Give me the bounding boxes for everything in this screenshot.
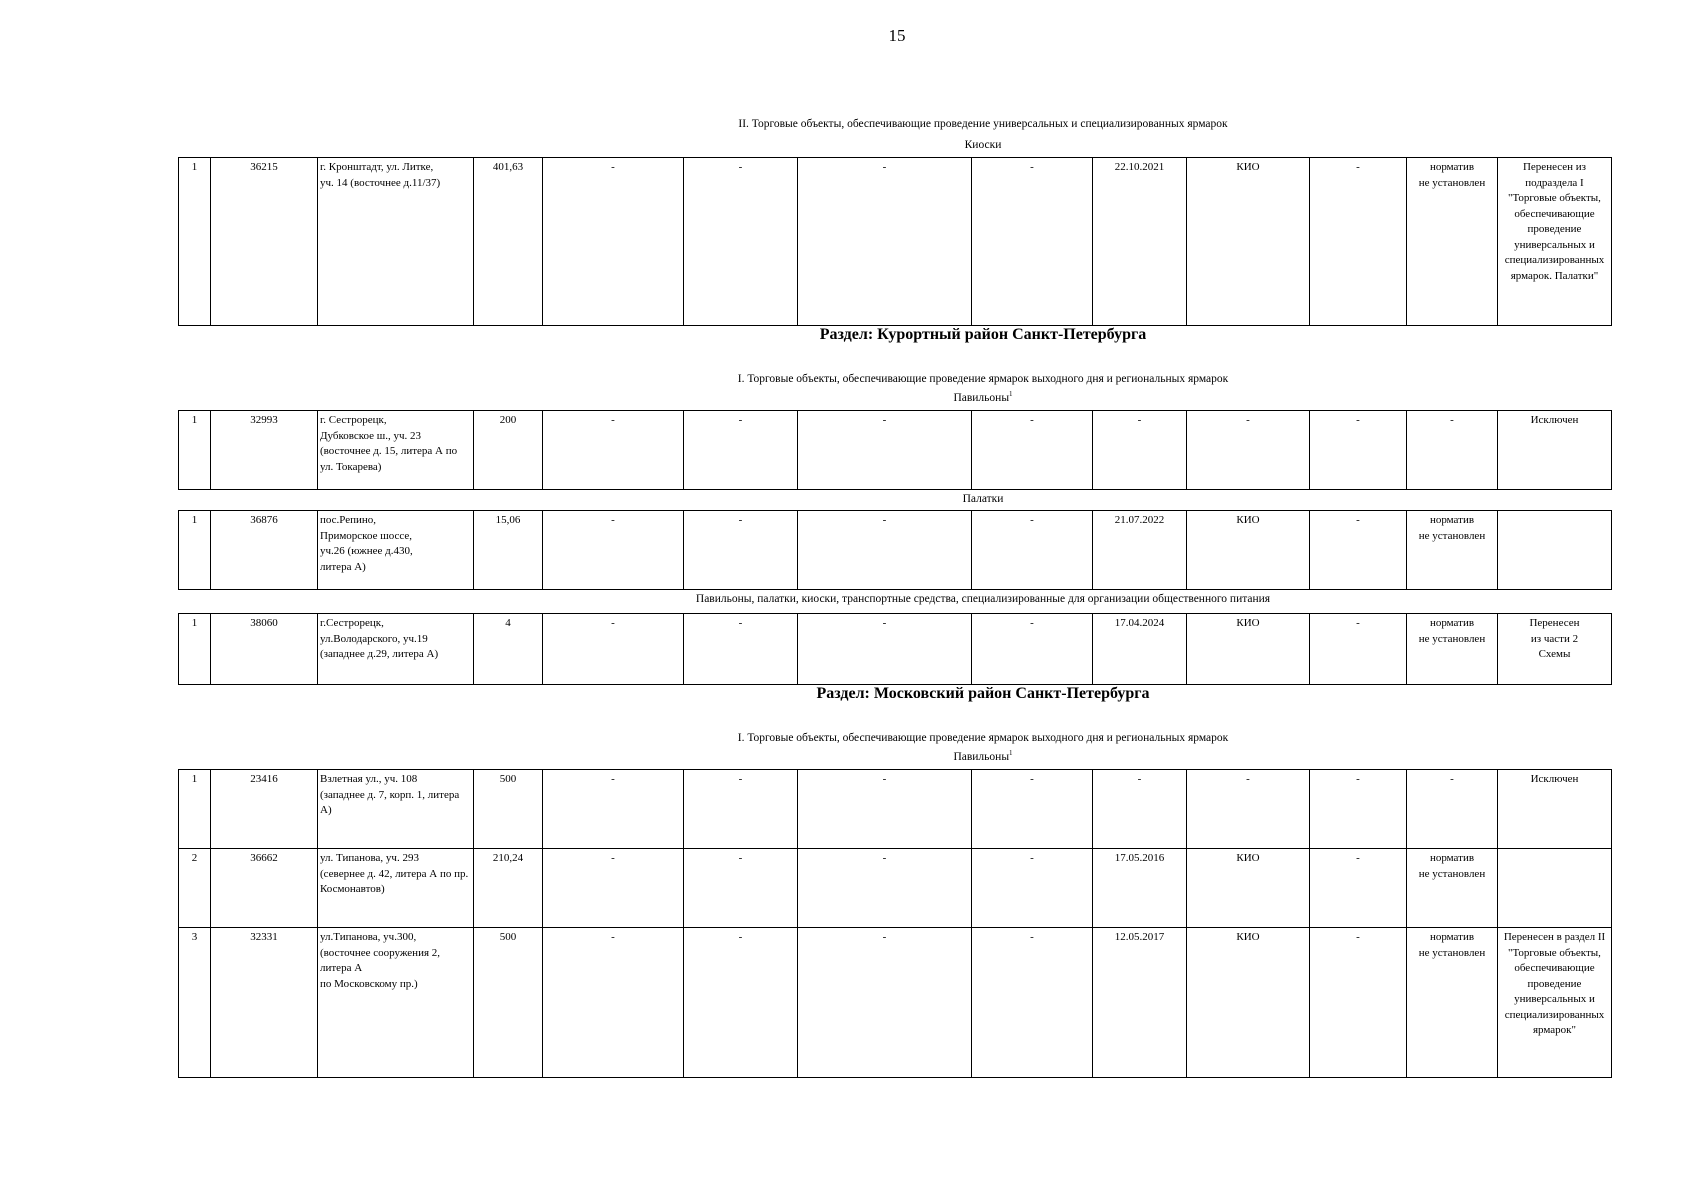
object-area: 500	[474, 928, 543, 1078]
object-org: КИО	[1187, 928, 1310, 1078]
object-org: КИО	[1187, 511, 1310, 590]
object-note: Исключен	[1498, 411, 1612, 490]
category-heading: Павильоны$^1$	[953, 390, 1013, 404]
object-address: г. Сестрорецк, Дубковское ш., уч. 23 (восточнее д. 15, литера А по ул. Токарева)	[318, 411, 474, 490]
row-number: 1	[179, 511, 211, 590]
category-heading: Киоски	[964, 139, 1002, 151]
category-heading: Палатки	[962, 493, 1004, 505]
object-org: -	[1187, 411, 1310, 490]
cell-col7: -	[798, 511, 972, 590]
cell-col7: -	[798, 849, 972, 928]
page-number: 15	[888, 26, 906, 45]
row-number: 3	[179, 928, 211, 1078]
section-heading: Раздел: Курортный район Санкт-Петербурга	[819, 326, 1147, 343]
table-row	[179, 614, 1612, 685]
object-id: 36215	[211, 158, 318, 326]
row-number: 1	[179, 770, 211, 849]
object-norm: норматив не установлен	[1407, 511, 1498, 590]
cell-col5: -	[543, 158, 684, 326]
object-note: Исключен	[1498, 770, 1612, 849]
object-area: 401,63	[474, 158, 543, 326]
cell-col6: -	[684, 770, 798, 849]
object-note: Перенесен в раздел II "Торговые объекты, обеспечивающие проведение универсальных и специализированных ярмарок"	[1498, 928, 1612, 1078]
object-org: КИО	[1187, 158, 1310, 326]
cell-col11: -	[1310, 770, 1407, 849]
registry-table	[178, 157, 1612, 326]
cell-col7: -	[798, 158, 972, 326]
table-row	[179, 849, 1612, 928]
object-norm: норматив не установлен	[1407, 928, 1498, 1078]
cell-col11: -	[1310, 411, 1407, 490]
object-address: ул.Типанова, уч.300, (восточнее сооружения 2, литера А по Московскому пр.)	[318, 928, 474, 1078]
cell-col5: -	[543, 928, 684, 1078]
cell-col8: -	[972, 511, 1093, 590]
subsection-heading: I. Торговые объекты, обеспечивающие проведение ярмарок выходного дня и региональных ярмарок	[737, 732, 1229, 744]
object-org: КИО	[1187, 849, 1310, 928]
cell-col5: -	[543, 614, 684, 685]
object-area: 4	[474, 614, 543, 685]
object-date: -	[1093, 411, 1187, 490]
object-address: Взлетная ул., уч. 108 (западнее д. 7, корп. 1, литера А)	[318, 770, 474, 849]
cell-col11: -	[1310, 849, 1407, 928]
cell-col5: -	[543, 511, 684, 590]
cell-col6: -	[684, 411, 798, 490]
registry-table	[178, 410, 1612, 490]
cell-col11: -	[1310, 928, 1407, 1078]
object-area: 200	[474, 411, 543, 490]
cell-col11: -	[1310, 158, 1407, 326]
object-note	[1498, 511, 1612, 590]
subsection-heading: I. Торговые объекты, обеспечивающие проведение ярмарок выходного дня и региональных ярмарок	[737, 373, 1229, 385]
registry-table	[178, 613, 1612, 685]
cell-col7: -	[798, 770, 972, 849]
cell-col8: -	[972, 770, 1093, 849]
cell-col8: -	[972, 158, 1093, 326]
object-address: г.Сестрорецк, ул.Володарского, уч.19 (западнее д.29, литера А)	[318, 614, 474, 685]
object-area: 15,06	[474, 511, 543, 590]
object-note	[1498, 849, 1612, 928]
object-norm: норматив не установлен	[1407, 158, 1498, 326]
object-org: -	[1187, 770, 1310, 849]
table-row	[179, 928, 1612, 1078]
table-row	[179, 511, 1612, 590]
cell-col8: -	[972, 411, 1093, 490]
object-id: 23416	[211, 770, 318, 849]
object-org: КИО	[1187, 614, 1310, 685]
object-date: 12.05.2017	[1093, 928, 1187, 1078]
cell-col5: -	[543, 770, 684, 849]
object-norm: -	[1407, 770, 1498, 849]
category-heading: Павильоны, палатки, киоски, транспортные средства, специализированные для организации общественного питания	[695, 593, 1271, 605]
row-number: 1	[179, 411, 211, 490]
row-number: 2	[179, 849, 211, 928]
cell-col7: -	[798, 928, 972, 1078]
footnote-marker: 1	[1009, 390, 1013, 399]
row-number: 1	[179, 614, 211, 685]
table-row	[179, 158, 1612, 326]
object-area: 210,24	[474, 849, 543, 928]
object-date: 17.04.2024	[1093, 614, 1187, 685]
registry-table	[178, 769, 1612, 1078]
cell-col7: -	[798, 614, 972, 685]
cell-col6: -	[684, 849, 798, 928]
cell-col11: -	[1310, 511, 1407, 590]
object-area: 500	[474, 770, 543, 849]
cell-col6: -	[684, 511, 798, 590]
cell-col5: -	[543, 849, 684, 928]
object-date: -	[1093, 770, 1187, 849]
category-heading: Павильоны$^1$	[953, 749, 1013, 763]
table-row	[179, 411, 1612, 490]
object-date: 17.05.2016	[1093, 849, 1187, 928]
object-id: 38060	[211, 614, 318, 685]
object-date: 21.07.2022	[1093, 511, 1187, 590]
object-note: Перенесен из подраздела I "Торговые объекты, обеспечивающие проведение универсальных и специализированных ярмарок. Палатки"	[1498, 158, 1612, 326]
object-id: 32993	[211, 411, 318, 490]
cell-col8: -	[972, 614, 1093, 685]
object-address: пос.Репино, Приморское шоссе, уч.26 (южнее д.430, литера А)	[318, 511, 474, 590]
cell-col8: -	[972, 849, 1093, 928]
object-note: Перенесен из части 2 Схемы	[1498, 614, 1612, 685]
cell-col11: -	[1310, 614, 1407, 685]
object-address: ул. Типанова, уч. 293 (севернее д. 42, литера А по пр. Космонавтов)	[318, 849, 474, 928]
footnote-marker: 1	[1009, 749, 1013, 758]
cell-col8: -	[972, 928, 1093, 1078]
object-id: 36876	[211, 511, 318, 590]
row-number: 1	[179, 158, 211, 326]
table-row	[179, 770, 1612, 849]
object-norm: -	[1407, 411, 1498, 490]
object-id: 36662	[211, 849, 318, 928]
section-heading: Раздел: Московский район Санкт-Петербурга	[816, 685, 1150, 702]
object-date: 22.10.2021	[1093, 158, 1187, 326]
cell-col6: -	[684, 614, 798, 685]
cell-col6: -	[684, 928, 798, 1078]
cell-col6: -	[684, 158, 798, 326]
cell-col7: -	[798, 411, 972, 490]
object-address: г. Кронштадт, ул. Литке, уч. 14 (восточнее д.11/37)	[318, 158, 474, 326]
cell-col5: -	[543, 411, 684, 490]
object-norm: норматив не установлен	[1407, 614, 1498, 685]
subsection-heading: II. Торговые объекты, обеспечивающие проведение универсальных и специализированных ярмарок	[738, 118, 1228, 130]
object-norm: норматив не установлен	[1407, 849, 1498, 928]
registry-table	[178, 510, 1612, 590]
object-id: 32331	[211, 928, 318, 1078]
